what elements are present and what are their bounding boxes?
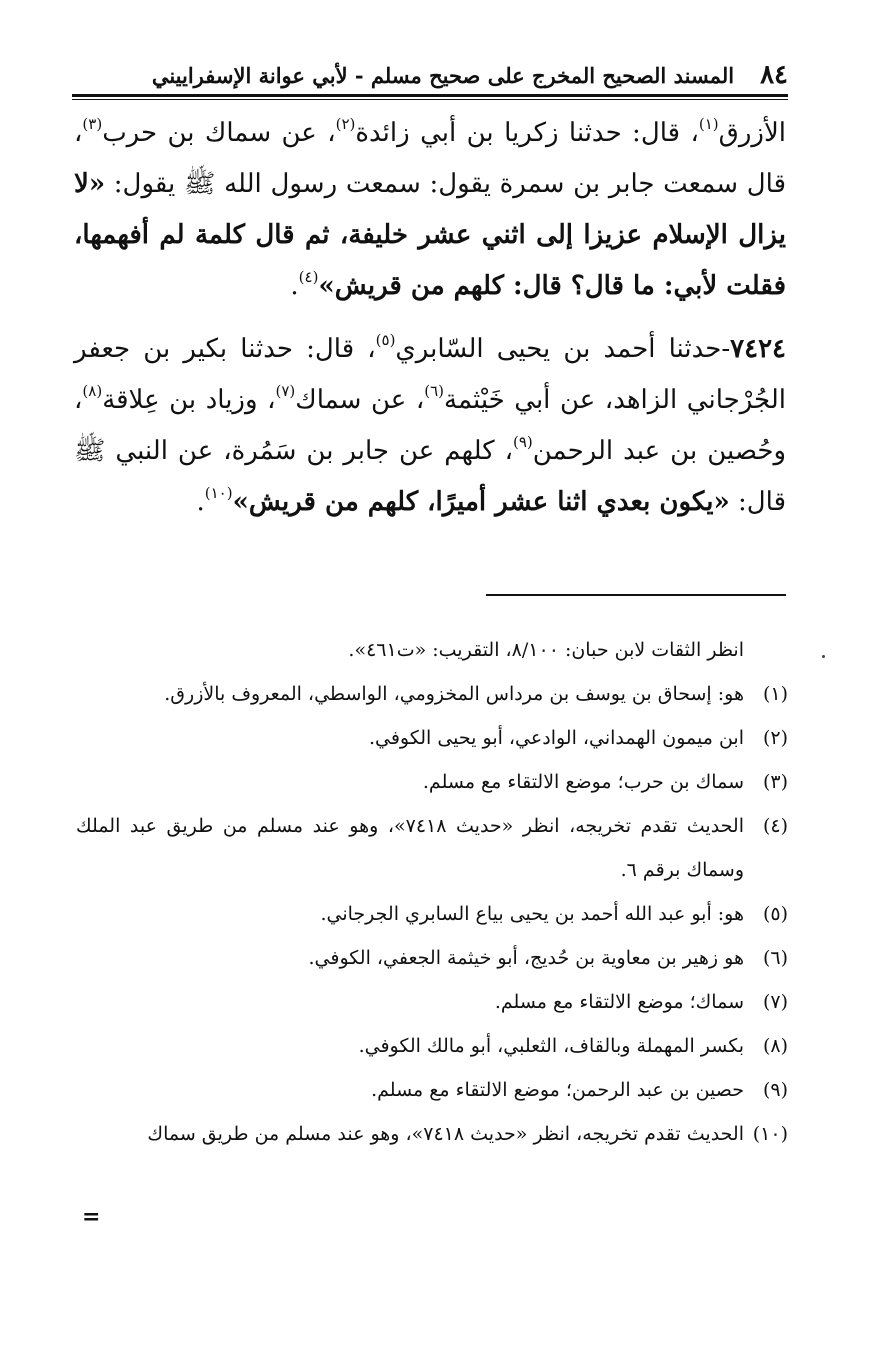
footnote-number: (٣) (762, 771, 788, 793)
text-run: ، قال: حدثنا بكير بن جعفر الجُرْجاني الزاهد، عن أبي خَيْثمة (74, 334, 786, 415)
footnote-3 (76, 760, 788, 804)
footnote-text: هو: أبو عبد الله أحمد بن يحيى بياع السابري الجرجاني. (320, 903, 744, 925)
continuation-mark: = (82, 1204, 101, 1230)
scan-speck (822, 655, 825, 658)
main-text (74, 108, 786, 528)
footnote-number: (١) (762, 683, 788, 705)
paragraph-1 (74, 108, 786, 312)
page-number: ٨٤ (760, 60, 788, 90)
running-title: المسند الصحيح المخرج على صحيح مسلم - لأبي عوانة الإسفراييني (151, 62, 735, 88)
page-header (72, 56, 788, 94)
hadith-quote: «يكون بعدي اثنا عشر أميرًا، كلهم من قريش» (232, 487, 730, 517)
footnote-marker: (١) (698, 115, 719, 133)
footnote-marker: (٣) (82, 115, 103, 133)
text-run: ، قال: حدثنا زكريا بن أبي زائدة (355, 118, 699, 148)
footnote-text: بكسر المهملة وبالقاف، الثعلبي، أبو مالك الكوفي. (358, 1035, 744, 1057)
footnote-number: (٢) (762, 727, 788, 749)
header-rule-thin (72, 99, 788, 100)
footnote-4 (76, 804, 788, 892)
footnote-marker: (٧) (275, 382, 296, 400)
footnote-number: (٤) (762, 815, 788, 837)
footnote-text: حصين بن عبد الرحمن؛ موضع الالتقاء مع مسلم. (371, 1079, 744, 1101)
text-run: ، كلهم عن جابر بن سَمُرة، عن النبي ﷺ قال: (74, 436, 786, 517)
text-run: ، قال سمعت جابر بن سمرة يقول: سمعت رسول الله ﷺ يقول: (74, 118, 786, 199)
text-run: ، عن سماك (295, 385, 425, 415)
footnote-7 (76, 980, 788, 1024)
footnote-9 (76, 1068, 788, 1112)
footnote-marker: (٦) (424, 382, 444, 400)
footnote-text: الحديث تقدم تخريجه، انظر «حديث ٧٤١٨»، وهو عند مسلم من طريق عبد الملك وسماك برقم ٦. (76, 815, 744, 881)
footnote-number: (٨) (762, 1035, 788, 1057)
footnote-number: (٦) (762, 947, 788, 969)
footnote-1 (76, 672, 788, 716)
footnote-number: (٧) (762, 991, 788, 1013)
paragraph-2 (74, 324, 786, 528)
footnote-carryover: انظر الثقات لابن حبان: ٨/١٠٠، التقريب: «ت٤٦١». (348, 639, 744, 661)
footnote-marker: (٩) (512, 433, 533, 451)
footnote-text: هو زهير بن معاوية بن حُديج، أبو خيثمة الجعفي، الكوفي. (308, 947, 744, 969)
footnote-marker: (٨) (82, 382, 103, 400)
footnote-text: الحديث تقدم تخريجه، انظر «حديث ٧٤١٨»، وهو عند مسلم من طريق سماك (147, 1123, 744, 1145)
footnote-text: سماك؛ موضع الالتقاء مع مسلم. (494, 991, 744, 1013)
text-run: -حدثنا أحمد بن يحيى السّابري (395, 334, 731, 364)
footnote-separator (486, 594, 786, 596)
text-run: ، عن سماك بن حرب (102, 118, 336, 148)
footnote-2 (76, 716, 788, 760)
footnote-number: (٥) (762, 903, 788, 925)
footnote-text: هو: إسحاق بن يوسف بن مرداس المخزومي، الواسطي، المعروف بالأزرق. (164, 683, 744, 705)
footnote-marker: (٥) (375, 331, 396, 349)
text-run: ، وزياد بن عِلاقة (102, 385, 276, 415)
text-run: . (290, 271, 299, 301)
text-run: ، وحُصين بن عبد الرحمن (74, 385, 787, 466)
hadith-quote: «لا يزال الإسلام عزيزا إلى اثني عشر خليفة، ثم قال كلمة لم أفهمها، فقلت لأبي: ما قال؟ قال: كلهم من قريش» (74, 169, 786, 301)
footnote-marker: (٢) (335, 115, 356, 133)
footnotes (76, 628, 788, 1156)
footnote-6 (76, 936, 788, 980)
footnote-5 (76, 892, 788, 936)
footnote-marker: (٤) (298, 268, 319, 286)
footnote-marker: (١٠) (204, 484, 233, 502)
header-rule (72, 94, 788, 97)
footnote-10 (76, 1112, 788, 1156)
hadith-number: ٧٤٢٤ (730, 334, 786, 364)
footnote-8 (76, 1024, 788, 1068)
footnote-number: (٩) (762, 1079, 788, 1101)
text-run: . (196, 487, 205, 517)
footnote-text: سماك بن حرب؛ موضع الالتقاء مع مسلم. (422, 771, 744, 793)
text-run: الأزرق (718, 118, 786, 148)
footnote-number: (١٠) (752, 1123, 788, 1145)
footnote-text: ابن ميمون الهمداني، الوادعي، أبو يحيى الكوفي. (368, 727, 744, 749)
